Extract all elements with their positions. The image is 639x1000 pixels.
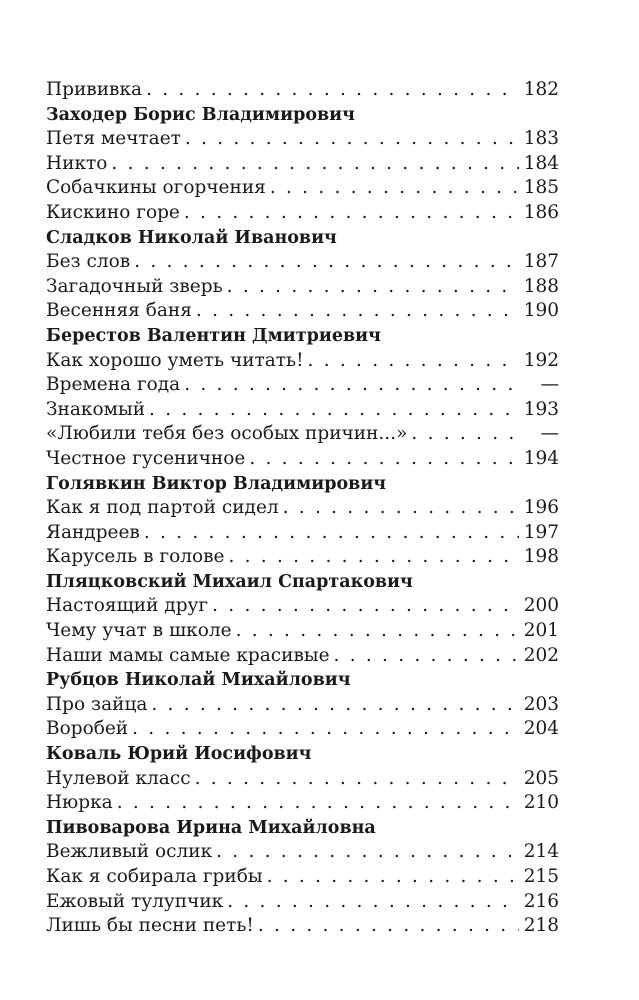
dot-leader: [227, 890, 519, 915]
dot-leader: [144, 521, 519, 546]
toc-entry: [46, 447, 559, 472]
toc-entry: [46, 545, 559, 570]
toc-entry: [46, 299, 559, 324]
page-number: 186: [523, 201, 559, 223]
entry-title: Чему учат в школе: [46, 620, 232, 642]
page-number: 201: [523, 620, 559, 642]
toc-entry: [46, 619, 559, 644]
dot-leader: [216, 840, 519, 865]
toc-entry: [46, 176, 559, 201]
dot-leader: [308, 349, 519, 374]
page-number: 197: [523, 521, 559, 543]
page-number: 204: [523, 718, 559, 740]
dot-leader: [117, 791, 519, 816]
page-number: 216: [523, 890, 559, 912]
page-number: 215: [523, 866, 559, 887]
entry-title: Загадочный зверь: [46, 275, 223, 297]
dot-leader: [146, 78, 519, 103]
entry-title: Нулевой класс: [46, 767, 191, 789]
dot-leader: [411, 422, 519, 447]
toc-entry: [46, 496, 559, 521]
toc-entry: [46, 914, 559, 939]
page-number: 203: [523, 693, 559, 715]
page-number: 198: [523, 546, 559, 568]
toc-entry: [46, 373, 559, 398]
entry-title: Весенняя баня: [46, 300, 192, 322]
toc-entry: [46, 275, 559, 300]
table-of-contents: [46, 78, 559, 939]
dot-leader: [334, 644, 519, 669]
author-name: Рубцов Николай Михайлович: [46, 670, 351, 691]
entry-title: Нюрка: [46, 792, 113, 814]
entry-title: Честное гусеничное: [46, 447, 246, 469]
toc-entry: [46, 349, 559, 374]
entry-title: Знакомый: [46, 398, 146, 420]
page-number: —: [540, 374, 559, 396]
toc-entry: [46, 152, 559, 177]
entry-title: Ежовый тулупчик: [46, 890, 224, 912]
dot-leader: [212, 594, 519, 619]
page-number: 194: [523, 447, 559, 469]
page-number: 202: [523, 644, 559, 666]
author-name: Пивоварова Ирина Михайловна: [46, 817, 376, 838]
page-number: 196: [523, 497, 559, 519]
dot-leader: [258, 914, 519, 939]
entry-title: Наши мамы самые красивые: [46, 644, 330, 666]
page-number: 214: [523, 841, 559, 863]
dot-leader: [132, 717, 519, 742]
toc-entry: [46, 693, 559, 718]
entry-title: Про зайца: [46, 693, 148, 715]
author-name: Берестов Валентин Дмитриевич: [46, 325, 381, 346]
entry-title: Яандреев: [46, 521, 140, 543]
dot-leader: [236, 619, 519, 644]
toc-entry: [46, 890, 559, 915]
entry-title: Собачкины огорчения: [46, 177, 266, 199]
page-number: 205: [523, 767, 559, 789]
author-heading: [46, 103, 559, 128]
dot-leader: [151, 693, 519, 718]
author-heading: [46, 324, 559, 349]
entry-title: «Любили тебя без особых причин...»: [46, 423, 408, 445]
author-name: Коваль Юрий Иосифович: [46, 744, 312, 765]
page-number: 182: [523, 79, 559, 100]
author-name: Голявкин Виктор Владимирович: [46, 473, 387, 494]
page-number: 188: [523, 275, 559, 297]
entry-title: Кискино горе: [46, 201, 180, 223]
page-number: 190: [523, 300, 559, 322]
toc-entry: [46, 250, 559, 275]
entry-title: Как я собирала грибы: [46, 866, 263, 887]
dot-leader: [184, 373, 519, 398]
toc-entry: [46, 422, 559, 447]
author-heading: [46, 570, 559, 595]
dot-leader: [149, 398, 519, 423]
author-heading: [46, 816, 559, 841]
toc-entry: [46, 521, 559, 546]
toc-entry: [46, 644, 559, 669]
toc-entry: [46, 201, 559, 226]
dot-leader: [267, 865, 519, 890]
toc-entry: [46, 865, 559, 890]
page-number: 192: [523, 349, 559, 371]
dot-leader: [227, 275, 519, 300]
dot-leader: [134, 250, 519, 275]
toc-entry: [46, 594, 559, 619]
entry-title: Карусель в голове: [46, 546, 225, 568]
author-name: Сладков Николай Иванович: [46, 227, 337, 248]
entry-title: Лишь бы песни петь!: [46, 915, 254, 937]
entry-title: Как я под партой сидел: [46, 497, 279, 519]
author-heading: [46, 226, 559, 251]
dot-leader: [228, 545, 519, 570]
author-heading: [46, 472, 559, 497]
entry-title: Петя мечтает: [46, 128, 181, 150]
dot-leader: [283, 496, 519, 521]
entry-title: Вежливый ослик: [46, 841, 213, 863]
toc-entry: [46, 398, 559, 423]
dot-leader: [195, 767, 519, 792]
toc-entry: [46, 791, 559, 816]
dot-leader: [270, 176, 519, 201]
entry-title: Как хорошо уметь читать!: [46, 349, 304, 371]
author-name: Заходер Борис Владимирович: [46, 104, 355, 125]
author-name: Пляцковский Михаил Спартакович: [46, 571, 413, 592]
page-number: 187: [523, 251, 559, 273]
entry-title: Никто: [46, 152, 108, 174]
toc-entry: [46, 767, 559, 792]
author-heading: [46, 742, 559, 767]
page-number: 210: [523, 792, 559, 814]
dot-leader: [249, 447, 519, 472]
page-number: 193: [523, 398, 559, 420]
dot-leader: [196, 299, 519, 324]
page-number: 200: [523, 595, 559, 617]
dot-leader: [185, 127, 519, 152]
page-number: 218: [523, 915, 559, 937]
entry-title: Настоящий друг: [46, 595, 209, 617]
dot-leader: [111, 152, 519, 177]
dot-leader: [184, 201, 519, 226]
toc-entry: [46, 127, 559, 152]
page-number: 184: [523, 152, 559, 174]
page-number: —: [540, 423, 559, 445]
entry-title: Без слов: [46, 251, 131, 273]
toc-entry: [46, 717, 559, 742]
author-heading: [46, 668, 559, 693]
entry-title: Прививка: [46, 79, 143, 100]
entry-title: Времена года: [46, 374, 181, 396]
page-number: 183: [523, 128, 559, 150]
toc-entry: [46, 78, 559, 103]
entry-title: Воробей: [46, 718, 129, 740]
toc-entry: [46, 840, 559, 865]
page-number: 185: [523, 177, 559, 199]
